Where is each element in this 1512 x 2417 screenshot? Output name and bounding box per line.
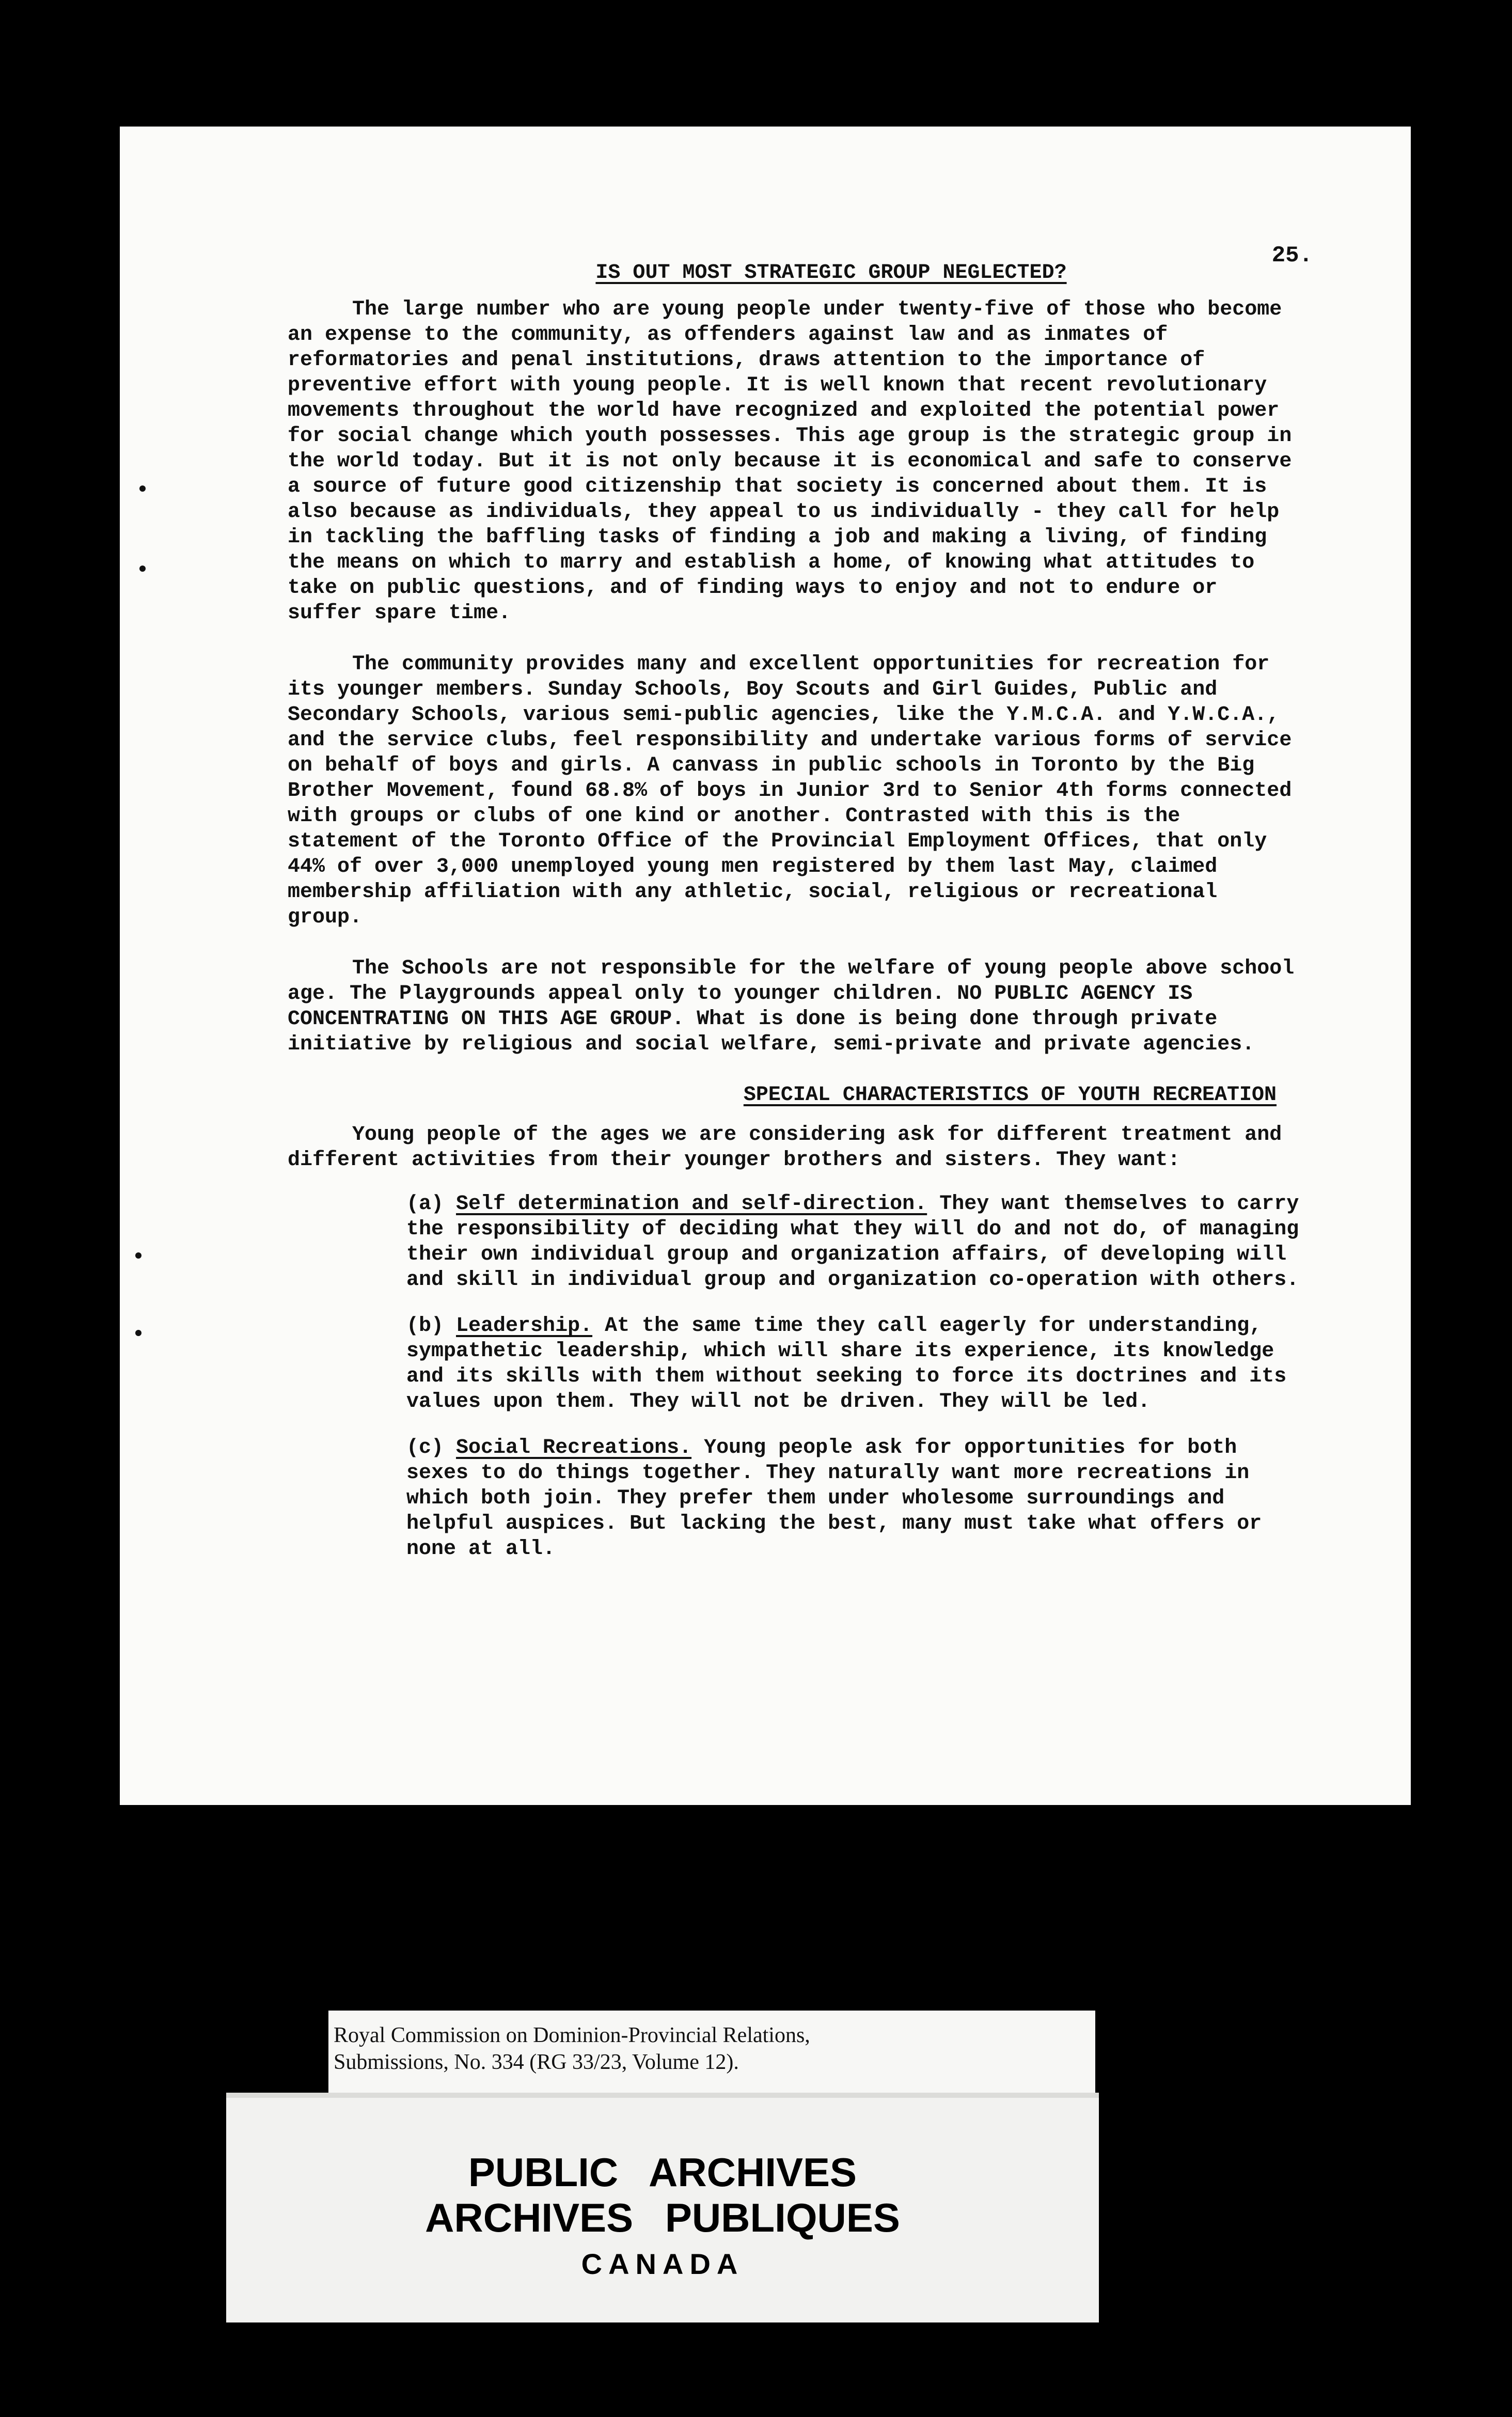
section-heading-strategic-group: IS OUT MOST STRATEGIC GROUP NEGLECTED? xyxy=(595,261,1067,285)
want-text: At the same time they call eagerly for understanding, sympathetic leadership, which will share its experience, its knowledge and its skills with them without seeking to force its doctrines and its values upon them. They will not be driven. They will be led. xyxy=(406,1314,1287,1414)
wants-list xyxy=(406,1191,1302,1562)
want-item-leadership xyxy=(406,1313,1302,1415)
paragraph-intro-wants: Young people of the ages we are considering ask for different treatment and different activities from their younger brothers and sisters. They want: xyxy=(288,1123,1282,1172)
margin-mark xyxy=(135,1252,141,1259)
paragraph-no-public-agency: The Schools are not responsible for the welfare of young people above school age. The Playgrounds appeal only to younger children. NO PUBLIC AGENCY IS CONCENTRATING ON THIS AGE GROUP. What is done is being done through private initiative by religious and social welfare, semi-private and private agencies. xyxy=(288,957,1295,1056)
margin-mark xyxy=(135,1330,141,1336)
want-item-social-recreations xyxy=(406,1435,1302,1562)
paragraph-community-opportunities: The community provides many and excellent opportunities for recreation for its younger members. Sunday Schools, Boy Scouts and Girl Guides, Public and Secondary Schools, various semi-public agencies, like the Y.M.C.A. and Y.W.C.A., and the service clubs, feel responsibility and undertake various forms of service on behalf of boys and girls. A canvass in public schools in Toronto by the Big Brother Movement, found 68.8% of boys in Junior 3rd to Senior 4th forms connected with groups or clubs of one kind or another. Contrasted with this is the statement of the Toronto Office of the Provincial Employment Offices, that only 44% of over 3,000 unemployed young men registered by them last May, claimed membership affiliation with any athletic, social, religious or recreational group. xyxy=(288,653,1292,929)
stamp-country: CANADA xyxy=(581,2248,744,2280)
want-title: Self determination and self-direction. xyxy=(456,1192,927,1216)
archive-reference-line: Royal Commission on Dominion-Provincial Relations, xyxy=(334,2023,810,2047)
stamp-line-english: PUBLIC ARCHIVES xyxy=(468,2149,857,2195)
section-heading-youth-recreation: SPECIAL CHARACTERISTICS OF YOUTH RECREATION xyxy=(743,1084,1277,1107)
want-text: Young people ask for opportunities for both sexes to do things together. They naturally want more recreations in which both join. They prefer them under wholesome surroundings and helpful auspices. But lacking the best, many must take what offers or none at all. xyxy=(406,1436,1262,1561)
want-text: They want themselves to carry the responsibility of deciding what they will do and not do, of managing their own individual group and organization affairs, of developing will and skill in individual group and organization co-operation with others. xyxy=(406,1192,1299,1292)
paragraph-young-offenders: The large number who are young people under twenty-five of those who become an expense to the community, as offenders against law and as inmates of reformatories and penal institutions, draws attention to the importance of preventive effort with young people. It is well known that recent revolutionary movements throughout the world have recognized and exploited the potential power for social change which youth possesses. This age group is the strategic group in the world today. But it is not only because it is economical and safe to conserve a source of future good citizenship that society is concerned about them. It is also because as individuals, they appeal to us individually - they call for help in tackling the baffling tasks of finding a job and making a living, of finding the means on which to marry and establish a home, of knowing what attitudes to take on public questions, and of finding ways to enjoy and not to endure or suffer spare time. xyxy=(288,298,1292,625)
want-marker: (b) xyxy=(406,1314,444,1338)
want-marker: (c) xyxy=(406,1436,444,1459)
want-marker: (a) xyxy=(406,1192,444,1216)
want-title: Leadership. xyxy=(456,1314,593,1338)
margin-mark xyxy=(139,485,146,492)
archive-reference-label xyxy=(328,2011,1095,2098)
public-archives-stamp xyxy=(226,2093,1099,2322)
document-page xyxy=(120,127,1411,1805)
archive-reference-line: Submissions, No. 334 (RG 33/23, Volume 12). xyxy=(334,2050,739,2074)
want-title: Social Recreations. xyxy=(456,1436,692,1459)
margin-mark xyxy=(139,566,146,572)
want-item-self-determination xyxy=(406,1191,1302,1293)
stamp-line-french: ARCHIVES PUBLIQUES xyxy=(425,2195,900,2240)
page-number: 25. xyxy=(1271,243,1313,269)
